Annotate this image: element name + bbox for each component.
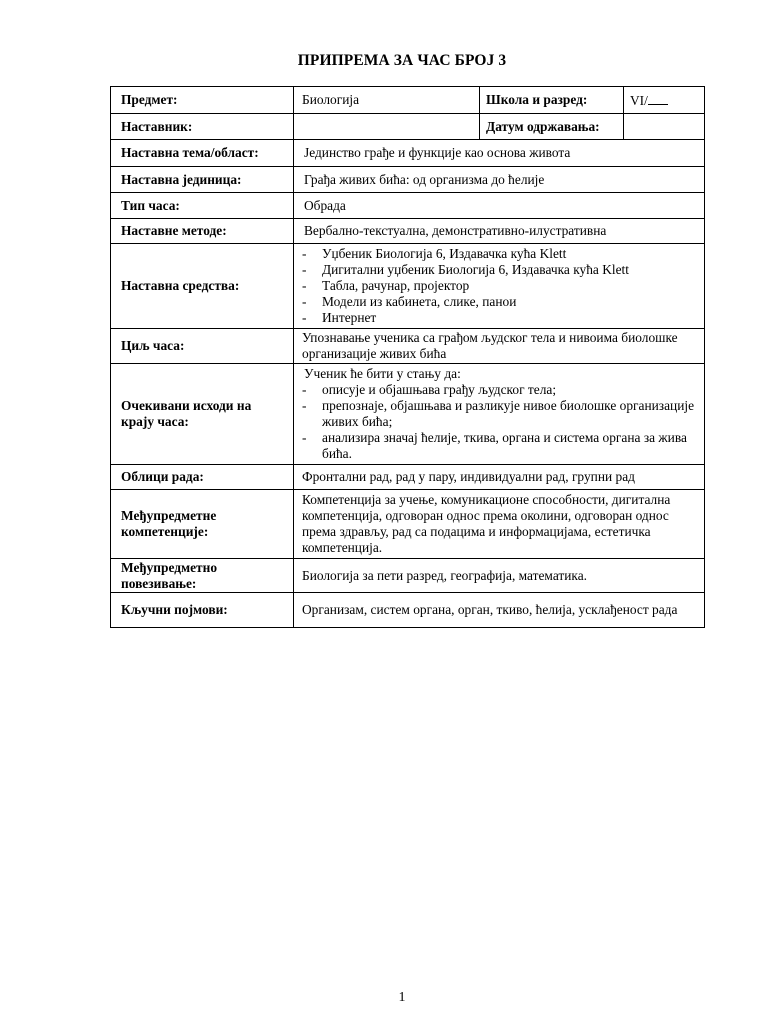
subject-label: Предмет:: [111, 87, 294, 114]
table-row-subject: [111, 87, 705, 114]
keywords-value: Организам, систем органа, орган, ткиво, ћелија, усклађеност рада: [294, 593, 705, 628]
table-row-teacher: [111, 114, 705, 140]
list-item: - Табла, рачунар, пројектор: [302, 278, 698, 294]
school-value: VI/: [630, 92, 648, 108]
resources-list: [302, 246, 698, 326]
unit-label: Наставна јединица:: [111, 167, 294, 193]
topic-value: Јединство грађе и функције као основа живота: [294, 140, 705, 167]
list-item: - препознаје, објашњава и разликује нивое биолошке организације живих бића;: [302, 398, 698, 430]
table-row-methods: [111, 219, 705, 244]
list-item: - Дигитални уџбеник Биологија 6, Издавачка кућа Klett: [302, 262, 698, 278]
date-label: Датум одржавања:: [480, 114, 624, 140]
keywords-label: Кључни појмови:: [111, 593, 294, 628]
list-item: - Уџбеник Биологија 6, Издавачка кућа Klett: [302, 246, 698, 262]
document-title: ПРИПРЕМА ЗА ЧАС БРОЈ 3: [297, 52, 507, 69]
list-item: - Модели из кабинета, слике, панои: [302, 294, 698, 310]
table-row-forms: [111, 465, 705, 490]
forms-value: Фронтални рад, рад у пару, индивидуални рад, групни рад: [294, 465, 705, 490]
table-row-competencies: [111, 490, 705, 559]
methods-value: Вербално-текстуална, демонстративно-илустративна: [294, 219, 705, 244]
subject-value: Биологија: [294, 87, 480, 114]
class-blank-line: [648, 92, 668, 105]
outcomes-label: Очекивани исходи на крају часа:: [111, 364, 294, 465]
table-row-goal: [111, 329, 705, 364]
outcomes-list: [302, 382, 698, 462]
competencies-value: Компетенција за учење, комуникационе способности, дигитална компетенција, одговоран однос према околини, одговоран однос према здрављу, рад са подацима и информацијама, естетичка компетенција.: [294, 490, 705, 559]
table-row-topic: [111, 140, 705, 167]
list-item: - описује и објашњава грађу људског тела;: [302, 382, 698, 398]
resources-label: Наставна средства:: [111, 244, 294, 329]
correlation-label: Међупредметно повезивање:: [111, 559, 294, 593]
table-row-resources: [111, 244, 705, 329]
lesson-plan-table: [110, 86, 705, 628]
type-value: Обрада: [294, 193, 705, 219]
list-item: - анализира значај ћелије, ткива, органа и система органа за жива бића.: [302, 430, 698, 462]
outcomes-intro: Ученик ће бити у стању да:: [304, 366, 461, 381]
competencies-label: Међупредметне компетенције:: [111, 490, 294, 559]
school-label: Школа и разред:: [480, 87, 624, 114]
forms-label: Облици рада:: [111, 465, 294, 490]
date-value: [624, 114, 705, 140]
type-label: Тип часа:: [111, 193, 294, 219]
methods-label: Наставне методе:: [111, 219, 294, 244]
goal-label: Циљ часа:: [111, 329, 294, 364]
school-value-cell: [624, 87, 705, 114]
table-row-outcomes: [111, 364, 705, 465]
table-row-keywords: [111, 593, 705, 628]
outcomes-cell: [294, 364, 705, 465]
unit-value: Грађа живих бића: од организма до ћелије: [294, 167, 705, 193]
goal-value: Упознавање ученика са грађом људског тела и нивоима биолошке организације живих бића: [294, 329, 705, 364]
teacher-label: Наставник:: [111, 114, 294, 140]
page-number: 1: [398, 990, 406, 1005]
table-row-correlation: [111, 559, 705, 593]
list-item: - Интернет: [302, 310, 698, 326]
resources-cell: [294, 244, 705, 329]
topic-label: Наставна тема/област:: [111, 140, 294, 167]
correlation-value: Биологија за пети разред, географија, математика.: [294, 559, 705, 593]
table-row-type: [111, 193, 705, 219]
teacher-value: [294, 114, 480, 140]
table-row-unit: [111, 167, 705, 193]
